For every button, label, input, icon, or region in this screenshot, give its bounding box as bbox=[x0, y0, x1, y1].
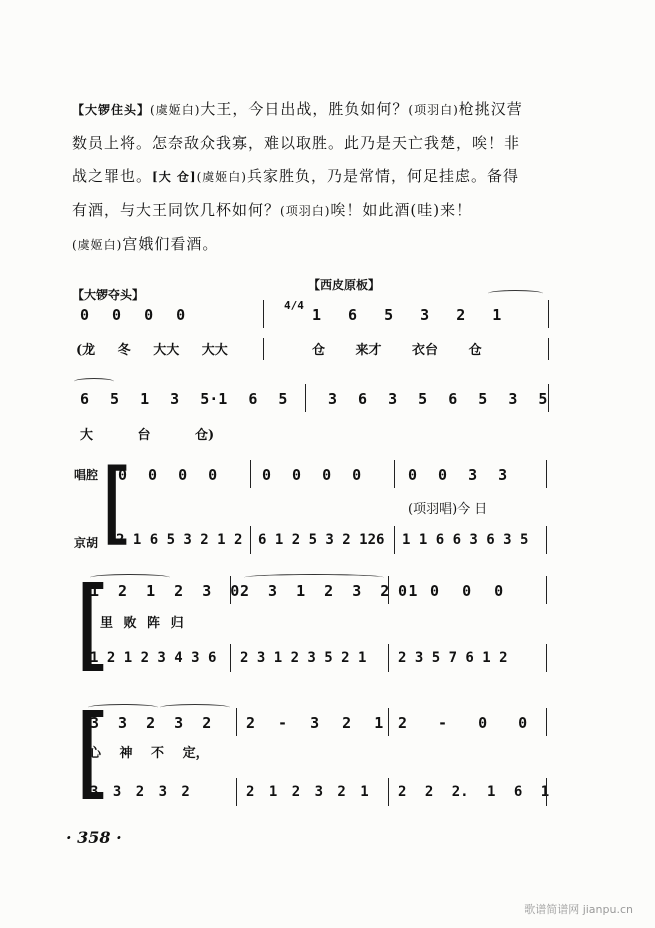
slur bbox=[74, 378, 114, 385]
barline bbox=[250, 526, 251, 554]
speaker: (项羽白) bbox=[408, 103, 459, 117]
barline bbox=[250, 460, 251, 488]
gong-cue: [大 仓] bbox=[152, 170, 197, 184]
speech: 有酒，与大王同饮几杯如何？ bbox=[72, 201, 281, 219]
jinghu-row-4c: 2 3 5 7 6 1 2 bbox=[398, 650, 508, 666]
part-label-vocal: 唱腔 bbox=[74, 468, 99, 482]
barline bbox=[546, 576, 547, 604]
speech: 大王，今日出战，胜负如何？ bbox=[200, 100, 409, 118]
barline bbox=[546, 778, 547, 806]
vocal-row-4c: 0 0 0 0 bbox=[398, 582, 504, 600]
barline bbox=[263, 338, 264, 360]
speech: 兵家胜负，乃是常情，何足挂虑。备得 bbox=[246, 167, 519, 185]
barline bbox=[388, 576, 389, 604]
jinghu-row-3a: 2 1 6 5 3 2 1 2 bbox=[116, 532, 243, 548]
speech: 唉！如此酒(哇)来！ bbox=[330, 201, 473, 219]
jinghu-row-3c: 1 1 6 6 3 6 3 5 bbox=[402, 532, 529, 548]
lyric-row-5: 心 神 不 定， bbox=[88, 746, 209, 761]
part-label-jinghu: 京胡 bbox=[74, 536, 99, 550]
vocal-row-3b: 0 0 0 0 bbox=[262, 466, 362, 484]
jinghu-row-5c: 2 2 2. 1 6 1 bbox=[398, 784, 550, 800]
speech: 宫娥们看酒。 bbox=[122, 235, 219, 253]
barline bbox=[548, 338, 549, 360]
speech: 数员上将。怎奈敌众我寡，难以取胜。此乃是天亡我楚，唉！非 bbox=[72, 134, 521, 152]
vocal-row-4b: 2 3 1 2 3 2 1 bbox=[240, 582, 418, 600]
barline bbox=[388, 644, 389, 672]
notation-row-1a: 0 0 0 0 bbox=[80, 306, 186, 324]
vocal-row-4a: 1 2 1 2 3 0 bbox=[90, 582, 240, 600]
section-tag-2: 【西皮原板】 bbox=[308, 278, 381, 292]
prose-line-1 bbox=[72, 93, 592, 127]
prose-line-4 bbox=[72, 194, 592, 228]
barline bbox=[394, 460, 395, 488]
vocal-cue: (项羽唱)今 日 bbox=[408, 502, 488, 517]
prose-line-2 bbox=[72, 127, 592, 160]
percussion-row-2: 大 台 仓) bbox=[80, 428, 215, 443]
slur bbox=[244, 574, 384, 581]
vocal-row-5a: 3 3 2 3 2 bbox=[90, 714, 212, 732]
barline bbox=[236, 708, 237, 736]
barline bbox=[546, 644, 547, 672]
jinghu-row-5a: 3 3 2 3 2 bbox=[90, 784, 190, 800]
barline bbox=[546, 460, 547, 488]
barline bbox=[388, 708, 389, 736]
percussion-row-1a: (龙 冬 大大 大大 bbox=[76, 343, 228, 358]
barline bbox=[263, 300, 264, 328]
vocal-row-5c: 2 - 0 0 bbox=[398, 714, 528, 732]
slur bbox=[88, 704, 158, 711]
system-bracket: [ bbox=[74, 693, 114, 810]
gong-cue: 【大锣住头】 bbox=[72, 103, 151, 117]
barline bbox=[388, 778, 389, 806]
barline bbox=[546, 708, 547, 736]
slur bbox=[90, 574, 170, 581]
jinghu-row-4a: 1 2 1 2 3 4 3 6 bbox=[90, 650, 217, 666]
barline bbox=[546, 526, 547, 554]
jinghu-row-4b: 2 3 1 2 3 5 2 1 bbox=[240, 650, 367, 666]
jinghu-row-5b: 2 1 2 3 2 1 bbox=[246, 784, 369, 800]
system-bracket: [ bbox=[100, 450, 136, 555]
system-bracket: [ bbox=[74, 565, 114, 682]
speech: 战之罪也。 bbox=[72, 167, 153, 185]
slur bbox=[488, 290, 543, 297]
lyric-row-4: 里 败 阵 归 bbox=[100, 616, 184, 631]
vocal-row-3c: 0 0 3 3 bbox=[408, 466, 508, 484]
speaker: (虞姬白) bbox=[150, 103, 201, 117]
speech: 枪挑汉营 bbox=[458, 100, 523, 118]
notation-row-2b: 3 6 3 5 6 5 3 5 bbox=[328, 390, 548, 408]
barline bbox=[236, 778, 237, 806]
percussion-row-1b: 仓 来才 衣台 仓 bbox=[312, 343, 482, 358]
time-signature: 4/4 bbox=[284, 299, 304, 312]
speaker: (虞姬白) bbox=[72, 238, 123, 252]
barline bbox=[548, 384, 549, 412]
barline bbox=[230, 576, 231, 604]
slur bbox=[160, 704, 230, 711]
section-tag-1: 【大锣夺头】 bbox=[72, 288, 145, 302]
notation-row-1b: 1 6 5 3 2 1 bbox=[312, 306, 502, 324]
jinghu-row-3b: 6 1 2 5 3 2 126 bbox=[258, 532, 385, 548]
barline bbox=[230, 644, 231, 672]
prose-line-3 bbox=[72, 160, 592, 194]
barline bbox=[394, 526, 395, 554]
barline bbox=[305, 384, 306, 412]
speaker: (项羽白) bbox=[280, 204, 331, 218]
prose-line-5 bbox=[72, 228, 592, 262]
speaker: (虞姬白) bbox=[196, 170, 247, 184]
notation-row-2a: 6 5 1 3 5·1 6 5 bbox=[80, 390, 288, 408]
vocal-row-3a: 0 0 0 0 bbox=[118, 466, 218, 484]
dialogue-text bbox=[72, 93, 592, 262]
vocal-row-5b: 2 - 3 2 1 bbox=[246, 714, 384, 732]
watermark: 歌谱简谱网 jianpu.cn bbox=[524, 903, 633, 916]
page-number: · 358 · bbox=[66, 828, 122, 847]
barline bbox=[548, 300, 549, 328]
